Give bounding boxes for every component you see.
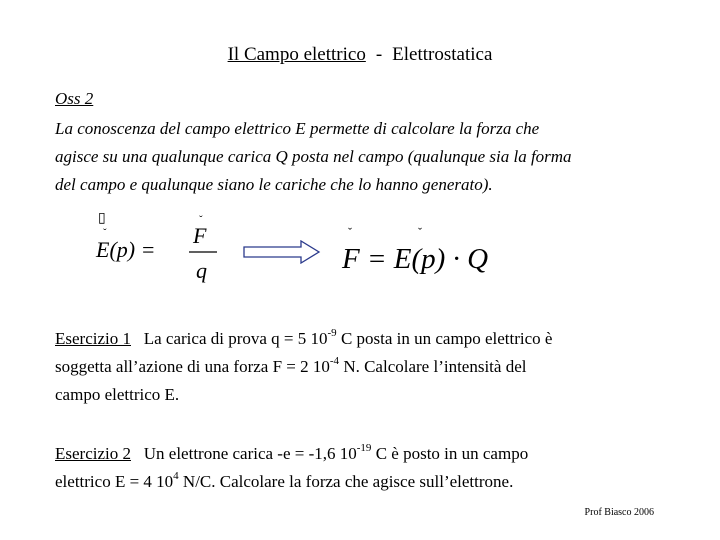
formula-force xyxy=(340,224,550,279)
oss-line-3: del campo e qualunque siano le cariche che lo hanno generato). xyxy=(55,175,493,194)
exercise-1 xyxy=(55,325,552,409)
exponent: -9 xyxy=(327,327,337,340)
vector-mark-icon: ˇ xyxy=(348,225,352,239)
title-main: Il Campo elettrico xyxy=(227,44,366,65)
title-sub: Elettrostatica xyxy=(392,44,493,65)
vector-mark-icon: ˇ xyxy=(103,227,107,239)
exercise-1-text: N. Calcolare l’intensità del xyxy=(339,357,527,376)
oss-line-1: La conoscenza del campo elettrico E permette di calcolare la forza che xyxy=(55,119,540,138)
exercise-2-text: N/C. Calcolare la forza che agisce sull’elettrone. xyxy=(178,472,514,491)
exponent: -4 xyxy=(329,355,340,368)
exponent: 4 xyxy=(173,470,179,483)
oss-label: Oss 2 xyxy=(55,89,94,108)
exercise-1-text: C posta in un campo elettrico è xyxy=(336,329,553,348)
vector-mark-icon: ˇ xyxy=(418,225,422,239)
exercise-2-text: Un elettrone carica -e = -1,6 10 xyxy=(143,444,357,463)
formula1-denominator: q xyxy=(196,258,207,283)
title-separator: - xyxy=(375,44,383,65)
exercise-2-text: C è posto in un campo xyxy=(371,444,529,463)
exercise-2 xyxy=(55,440,528,496)
placeholder-glyph: ▯ xyxy=(98,212,106,226)
implies-arrow-icon xyxy=(243,240,321,264)
exercise-1-line-2 xyxy=(55,353,552,381)
exercise-1-text: La carica di prova q = 5 10 xyxy=(143,329,328,348)
oss-paragraph xyxy=(55,115,695,199)
exercise-2-line-2 xyxy=(55,468,528,496)
exercise-1-label: Esercizio 1 xyxy=(55,329,131,348)
formula2-text: F = E(p) · Q xyxy=(342,243,489,275)
exercise-2-label: Esercizio 2 xyxy=(55,444,131,463)
slide-title xyxy=(0,44,720,66)
exercise-2-text: elettrico E = 4 10 xyxy=(55,472,174,491)
formula-field-definition xyxy=(92,212,222,292)
oss-line-2: agisce su una qualunque carica Q posta nel campo (qualunque sia la forma xyxy=(55,147,572,166)
vector-mark-icon: ˇ xyxy=(199,214,203,226)
footer-credit: Prof Biasco 2006 xyxy=(584,507,654,518)
exercise-1-line-3: campo elettrico E. xyxy=(55,385,180,404)
exercise-1-text: soggetta all’azione di una forza F = 2 10 xyxy=(55,357,330,376)
formula1-lhs: E(p) = xyxy=(96,237,156,262)
exercise-2-line-1 xyxy=(55,440,528,468)
formula1-numerator: F xyxy=(193,223,207,248)
exponent: -19 xyxy=(356,442,372,455)
exercise-1-line-1 xyxy=(55,325,552,353)
